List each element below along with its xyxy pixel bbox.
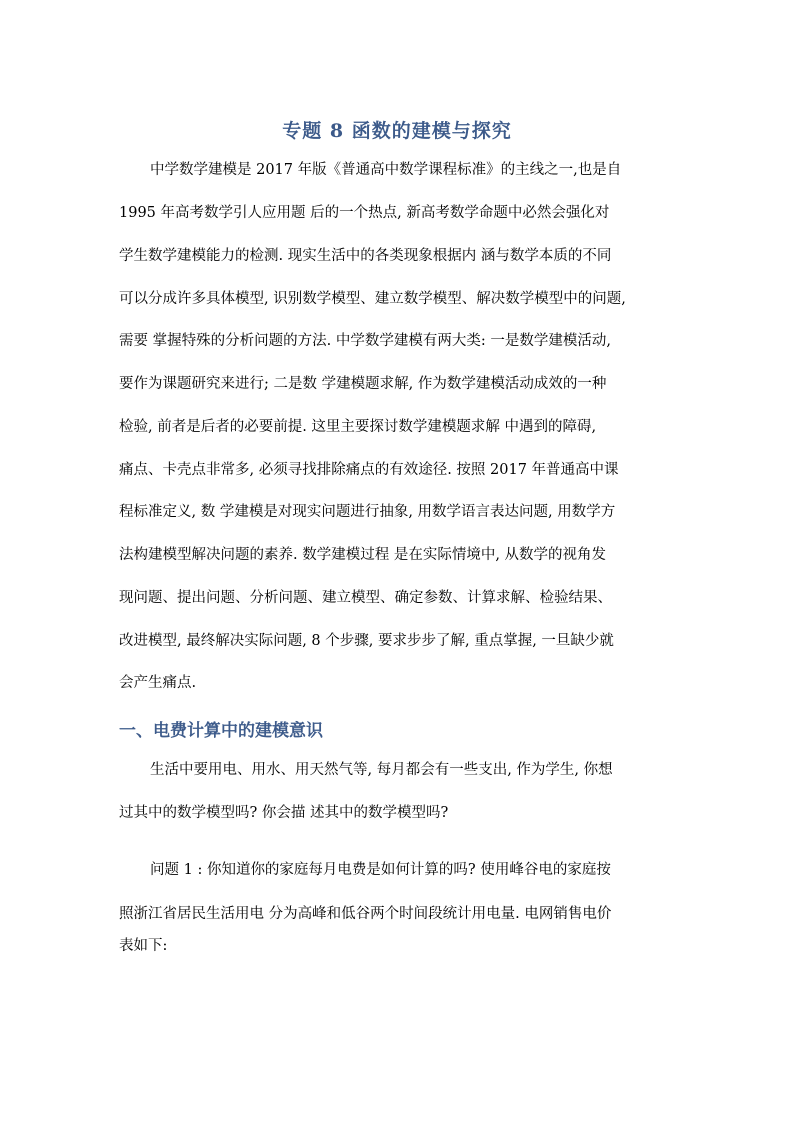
intro-line: 学生数学建模能力的检测. 现实生活中的各类现象根据内 涵与数学本质的不同 (119, 248, 612, 264)
intro-line: 1995 年高考数学引人应用题 后的一个热点, 新高考数学命题中必然会强化对 (119, 205, 610, 221)
question-line: 表如下: (119, 938, 168, 954)
section-paragraph-line: 过其中的数学模型吗? 你会描 述其中的数学模型吗? (119, 805, 449, 821)
intro-line: 会产生痛点. (119, 675, 197, 691)
intro-line: 中学数学建模是 2017 年版《普通高中数学课程标准》的主线之一,也是自 (150, 162, 622, 178)
intro-line: 现问题、提出问题、分析问题、建立模型、确定参数、计算求解、检验结果、 (119, 590, 612, 606)
intro-line: 可以分成许多具体模型, 识别数学模型、建立数学模型、解决数学模型中的问题, (119, 291, 626, 307)
intro-line: 检验, 前者是后者的必要前提. 这里主要探讨数学建模题求解 中遇到的障碍, (119, 419, 597, 435)
section-paragraph-line: 生活中要用电、用水、用天然气等, 每月都会有一些支出, 作为学生, 你想 (150, 762, 613, 778)
intro-line: 改进模型, 最终解决实际问题, 8 个步骤, 要求步步了解, 重点掌握, 一旦缺少就 (119, 633, 614, 649)
question-line: 照浙江省居民生活用电 分为高峰和低谷两个时间段统计用电量. 电网销售电价 (119, 906, 612, 922)
intro-line: 要作为课题研究来进行; 二是数 学建模题求解, 作为数学建模活动成效的一种 (119, 376, 607, 392)
intro-line: 法构建模型解决问题的素养. 数学建模过程 是在实际情境中, 从数学的视角发 (119, 547, 607, 563)
intro-line: 程标准定义, 数 学建模是对现实问题进行抽象, 用数学语言表达问题, 用数学方 (119, 504, 616, 520)
intro-line: 需要 掌握特殊的分析问题的方法. 中学数学建模有两大类: 一是数学建模活动, (119, 333, 611, 349)
question-line: 问题 1 : 你知道你的家庭每月电费是如何计算的吗? 使用峰谷电的家庭按 (150, 862, 611, 878)
page-title: 专题 8 函数的建模与探究 (282, 120, 512, 142)
intro-line: 痛点、卡壳点非常多, 必须寻找排除痛点的有效途径. 按照 2017 年普通高中课 (119, 462, 619, 478)
section-heading: 一、电费计算中的建模意识 (119, 721, 323, 741)
